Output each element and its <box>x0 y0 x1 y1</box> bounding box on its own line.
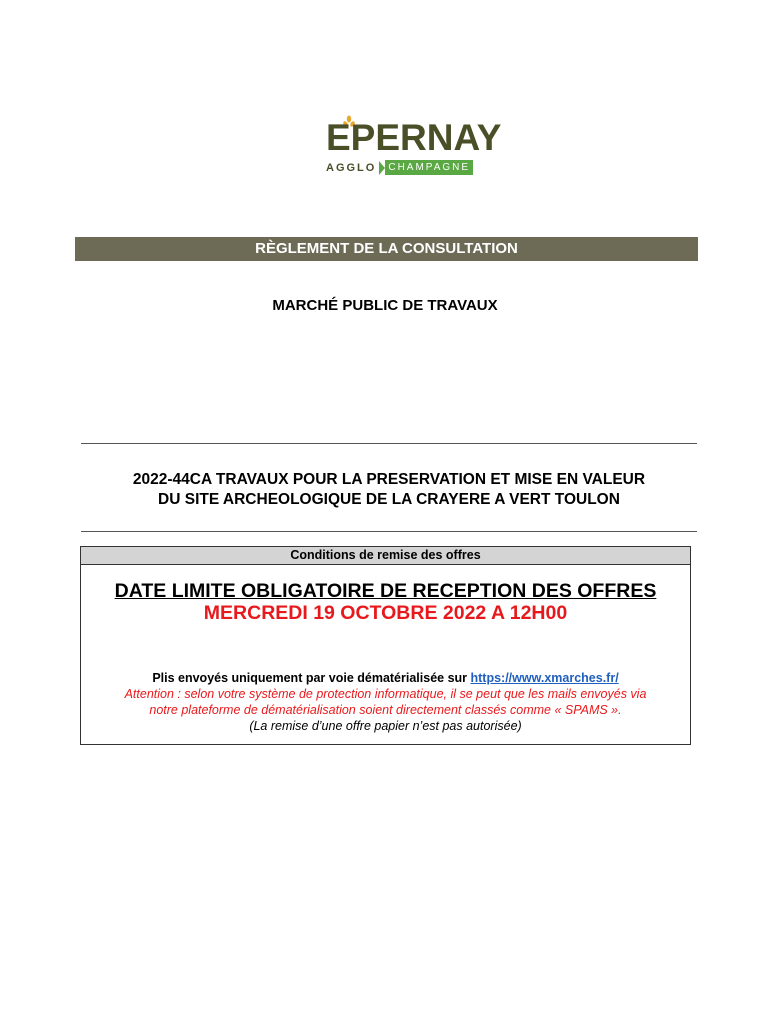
logo-tagline <box>326 160 473 175</box>
paper-offer-note: (La remise d’une offre papier n’est pas autorisée) <box>249 719 522 733</box>
spam-warning-line1: Attention : selon votre système de protection informatique, il se peut que les mails envoyés via <box>124 687 647 701</box>
logo-champagne-text: CHAMPAGNE <box>385 160 473 175</box>
document-subtitle: MARCHÉ PUBLIC DE TRAVAUX <box>272 297 498 314</box>
spam-warning-line2: notre plateforme de dématérialisation soient directement classés comme « SPAMS ». <box>149 703 622 717</box>
deadline-title: DATE LIMITE OBLIGATOIRE DE RECEPTION DES OFFRES <box>114 580 657 602</box>
conditions-box <box>80 546 691 745</box>
logo-agglo-text: AGGLO <box>326 161 377 174</box>
epernay-logo <box>320 117 502 178</box>
submission-text: Plis envoyés uniquement par voie dématérialisée sur <box>152 671 471 685</box>
xmarches-link[interactable]: https://www.xmarches.fr/ <box>470 671 619 685</box>
divider-top <box>81 443 697 444</box>
document-title: RÈGLEMENT DE LA CONSULTATION <box>75 237 698 261</box>
project-title-line2: DU SITE ARCHEOLOGIQUE DE LA CRAYERE A VERT TOULON <box>158 491 620 508</box>
project-title-line1: 2022-44CA TRAVAUX POUR LA PRESERVATION ET MISE EN VALEUR <box>132 471 646 488</box>
conditions-header: Conditions de remise des offres <box>81 547 690 565</box>
submission-info <box>81 670 690 734</box>
project-title <box>81 470 697 510</box>
divider-bottom <box>81 531 697 532</box>
submission-line <box>81 670 690 686</box>
deadline-date: MERCREDI 19 OCTOBRE 2022 A 12H00 <box>203 602 568 624</box>
logo-wordmark: EPERNAY <box>326 117 502 158</box>
